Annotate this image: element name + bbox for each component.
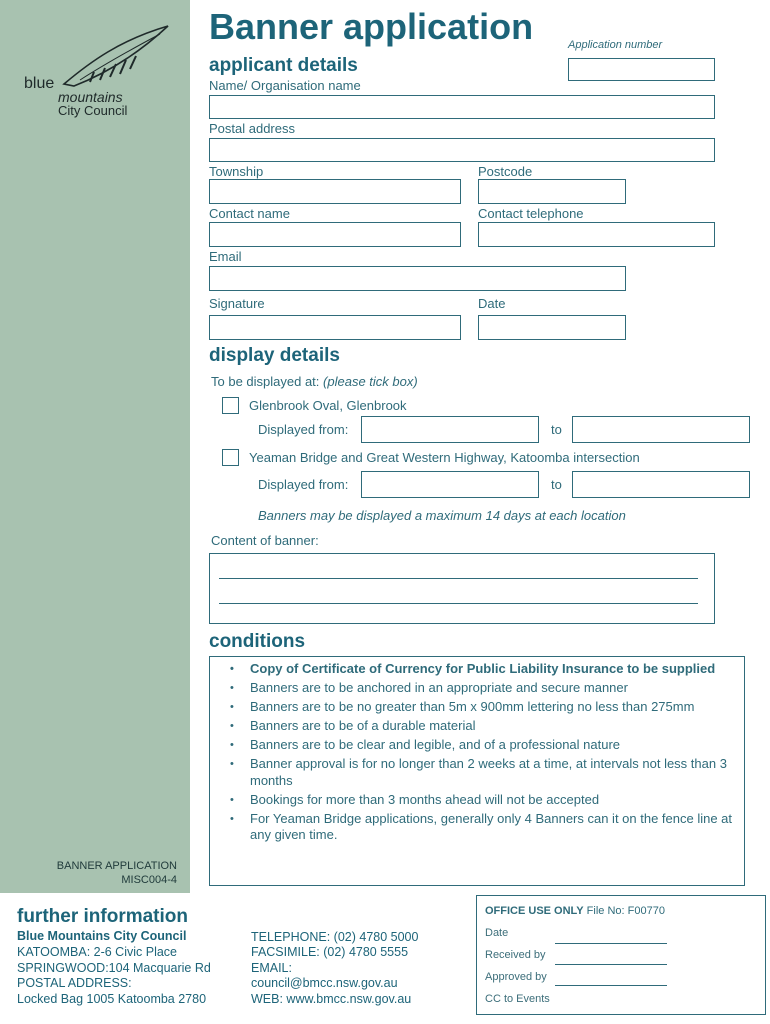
application-number-label: Application number bbox=[568, 39, 663, 51]
logo-wordmark bbox=[24, 76, 127, 118]
form-code-number: MISC004-4 bbox=[121, 874, 177, 886]
date-label: Date bbox=[478, 296, 506, 311]
yeaman-bridge-label: Yeaman Bridge and Great Western Highway, Katoomba intersection bbox=[249, 450, 640, 465]
application-number-field[interactable] bbox=[568, 58, 715, 81]
yeaman-to-field[interactable] bbox=[572, 471, 750, 498]
office-date-label: Date bbox=[485, 927, 509, 939]
yeaman-to-label: to bbox=[551, 477, 562, 492]
conditions-heading: conditions bbox=[209, 631, 306, 652]
telephone-info: TELEPHONE: (02) 4780 5000 bbox=[251, 930, 419, 944]
facsimile-info: FACSIMILE: (02) 4780 5555 bbox=[251, 945, 409, 959]
web-link[interactable]: WEB: www.bmcc.nsw.gov.au bbox=[251, 992, 412, 1006]
office-approved-label: Approved by bbox=[485, 971, 547, 983]
condition-item: • Bookings for more than 3 months ahead will not be accepted bbox=[230, 792, 734, 809]
glenbrook-from-field[interactable] bbox=[361, 416, 539, 443]
condition-item: • Banners are to be clear and legible, and of a professional nature bbox=[230, 737, 734, 754]
office-received-label: Received by bbox=[485, 949, 546, 961]
signature-label: Signature bbox=[209, 296, 265, 311]
office-date-line[interactable] bbox=[555, 943, 667, 944]
logo-line-blue: blue bbox=[24, 75, 55, 92]
condition-item: • For Yeaman Bridge applications, generally only 4 Banners can it on the fence line at any given time. bbox=[230, 811, 734, 844]
glenbrook-to-label: to bbox=[551, 422, 562, 437]
yeaman-bridge-checkbox[interactable] bbox=[222, 449, 239, 466]
township-field[interactable] bbox=[209, 179, 461, 204]
applicant-details-heading: applicant details bbox=[209, 55, 358, 76]
condition-item: • Banners are to be no greater than 5m x 900mm lettering no less than 275mm bbox=[230, 699, 734, 716]
office-received-line[interactable] bbox=[555, 964, 667, 965]
conditions-list bbox=[209, 656, 745, 886]
contact-name-label: Contact name bbox=[209, 206, 290, 221]
postal-address-value: Locked Bag 1005 Katoomba 2780 bbox=[17, 992, 207, 1006]
condition-item: • Banners are to be anchored in an appropriate and secure manner bbox=[230, 680, 734, 697]
display-prompt-hint: (please tick box) bbox=[323, 374, 418, 389]
contact-name-field[interactable] bbox=[209, 222, 461, 247]
yeaman-from-field[interactable] bbox=[361, 471, 539, 498]
postal-address-field[interactable] bbox=[209, 138, 715, 162]
office-cc-label: CC to Events bbox=[485, 993, 550, 1005]
logo-line-council: City Council bbox=[58, 103, 128, 118]
signature-field[interactable] bbox=[209, 315, 461, 340]
email-field[interactable] bbox=[209, 266, 626, 291]
display-prompt-text: To be displayed at: bbox=[211, 374, 320, 389]
glenbrook-to-field[interactable] bbox=[572, 416, 750, 443]
springwood-address: SPRINGWOOD:104 Macquarie Rd bbox=[17, 961, 211, 975]
content-line-1 bbox=[219, 578, 698, 579]
logo-line-mountains: mountains bbox=[58, 89, 123, 105]
glenbrook-checkbox[interactable] bbox=[222, 397, 239, 414]
council-name: Blue Mountains City Council bbox=[17, 929, 187, 943]
page-title: Banner application bbox=[209, 6, 534, 47]
form-code-title: BANNER APPLICATION bbox=[56, 860, 177, 872]
email-label: Email bbox=[209, 249, 242, 264]
email-link[interactable]: council@bmcc.nsw.gov.au bbox=[251, 976, 398, 990]
name-label: Name/ Organisation name bbox=[209, 78, 361, 93]
glenbrook-label: Glenbrook Oval, Glenbrook bbox=[249, 398, 407, 413]
display-limit-note: Banners may be displayed a maximum 14 days at each location bbox=[258, 508, 626, 523]
condition-item: • Copy of Certificate of Currency for Public Liability Insurance to be supplied bbox=[230, 661, 734, 678]
contact-telephone-field[interactable] bbox=[478, 222, 715, 247]
postcode-label: Postcode bbox=[478, 164, 533, 179]
office-use-header bbox=[485, 905, 665, 917]
contact-telephone-label: Contact telephone bbox=[478, 206, 584, 221]
banner-content-field[interactable] bbox=[209, 553, 715, 624]
further-info-heading: further information bbox=[17, 906, 188, 927]
postal-address-label: Postal address bbox=[209, 121, 295, 136]
name-field[interactable] bbox=[209, 95, 715, 119]
township-label: Township bbox=[209, 164, 264, 179]
office-file-number: File No: F00770 bbox=[586, 905, 665, 917]
display-details-heading: display details bbox=[209, 345, 340, 366]
office-use-title: OFFICE USE ONLY bbox=[485, 905, 584, 917]
email-heading: EMAIL: bbox=[251, 961, 292, 975]
date-field[interactable] bbox=[478, 315, 626, 340]
banner-content-label: Content of banner: bbox=[211, 533, 319, 548]
display-prompt bbox=[211, 374, 418, 389]
postcode-field[interactable] bbox=[478, 179, 626, 204]
office-use-box bbox=[476, 895, 766, 1015]
office-approved-line[interactable] bbox=[555, 985, 667, 986]
form-code bbox=[57, 859, 177, 887]
sidebar-panel bbox=[0, 0, 190, 893]
condition-item: • Banners are to be of a durable material bbox=[230, 718, 734, 735]
condition-item: • Banner approval is for no longer than 2 weeks at a time, at intervals not less than 3 months bbox=[230, 756, 734, 789]
yeaman-from-label: Displayed from: bbox=[258, 477, 349, 492]
postal-address-heading: POSTAL ADDRESS: bbox=[17, 976, 132, 990]
glenbrook-from-label: Displayed from: bbox=[258, 422, 349, 437]
content-line-2 bbox=[219, 603, 698, 604]
katoomba-address: KATOOMBA: 2-6 Civic Place bbox=[17, 945, 177, 959]
